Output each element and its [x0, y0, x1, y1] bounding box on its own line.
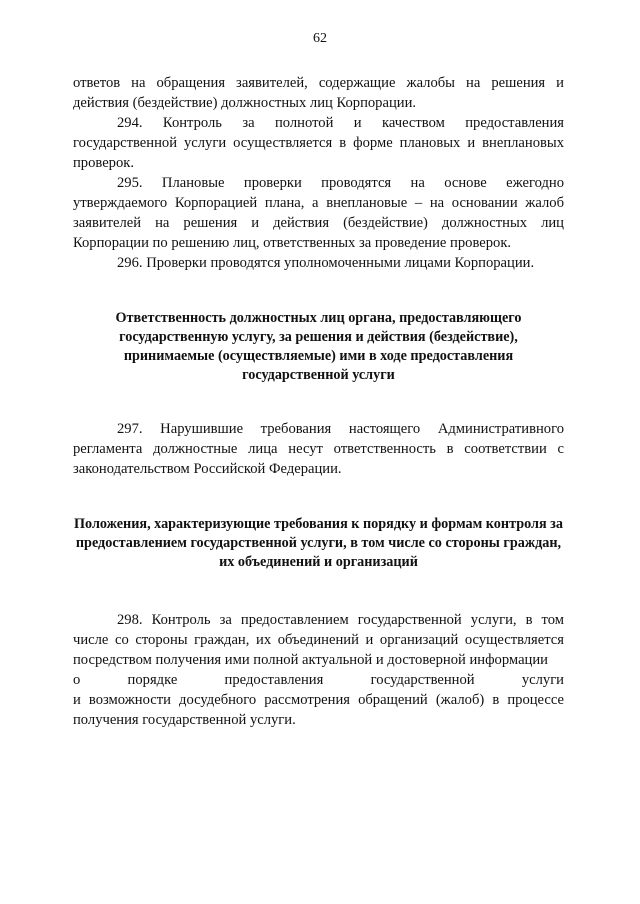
paragraph-295: 295. Плановые проверки проводятся на основе ежегодно утверждаемого Корпорацией плана, а внеплановые – на основании жалоб заявителей на решения и действия (бездействие) должностных лиц Корпорации по решению лиц, ответственных за проведение проверок.: [73, 175, 564, 251]
paragraph-intro: ответов на обращения заявителей, содержащие жалобы на решения и действия (бездействие) должностных лиц Корпорации.: [73, 75, 564, 111]
document-body: [73, 73, 564, 730]
word: государственной: [370, 672, 475, 688]
word: порядке: [127, 672, 178, 688]
paragraph-298-part-1: 298. Контроль за предоставлением государственной услуги, в том числе со стороны граждан, их объединений и организаций осуществляется посредством получения ими полной актуальной и достоверной информации: [73, 612, 564, 668]
heading-block-responsibility: [73, 309, 564, 385]
word: предоставления: [224, 672, 324, 688]
heading-block-control: [73, 515, 564, 572]
page-number: 62: [313, 31, 327, 46]
paragraph-297-block: [73, 419, 564, 479]
heading-responsibility: Ответственность должностных лиц органа, предоставляющего государственную услугу, за решения и действия (бездействие), принимаемые (осуществляемые) ими в ходе предоставления государственной услуги: [115, 310, 522, 383]
paragraph-298-block: [73, 610, 564, 730]
paragraph-298-part-2: и возможности досудебного рассмотрения обращений (жалоб) в процессе получения государственной услуги.: [73, 692, 564, 728]
word: услуги: [521, 672, 564, 688]
paragraph-298-spread-line: [73, 670, 564, 690]
paragraph-296: 296. Проверки проводятся уполномоченными лицами Корпорации.: [117, 255, 535, 271]
paragraph-297: 297. Нарушившие требования настоящего Административного регламента должностные лица несут ответственность в соответствии с законодательством Российской Федерации.: [73, 421, 564, 477]
paragraph-294: 294. Контроль за полнотой и качеством предоставления государственной услуги осуществляется в форме плановых и внеплановых проверок.: [73, 115, 564, 171]
heading-control: Положения, характеризующие требования к порядку и формам контроля за предоставлением государственной услуги, в том числе со стороны граждан, их объединений и организаций: [74, 516, 563, 570]
word: о: [73, 672, 81, 688]
